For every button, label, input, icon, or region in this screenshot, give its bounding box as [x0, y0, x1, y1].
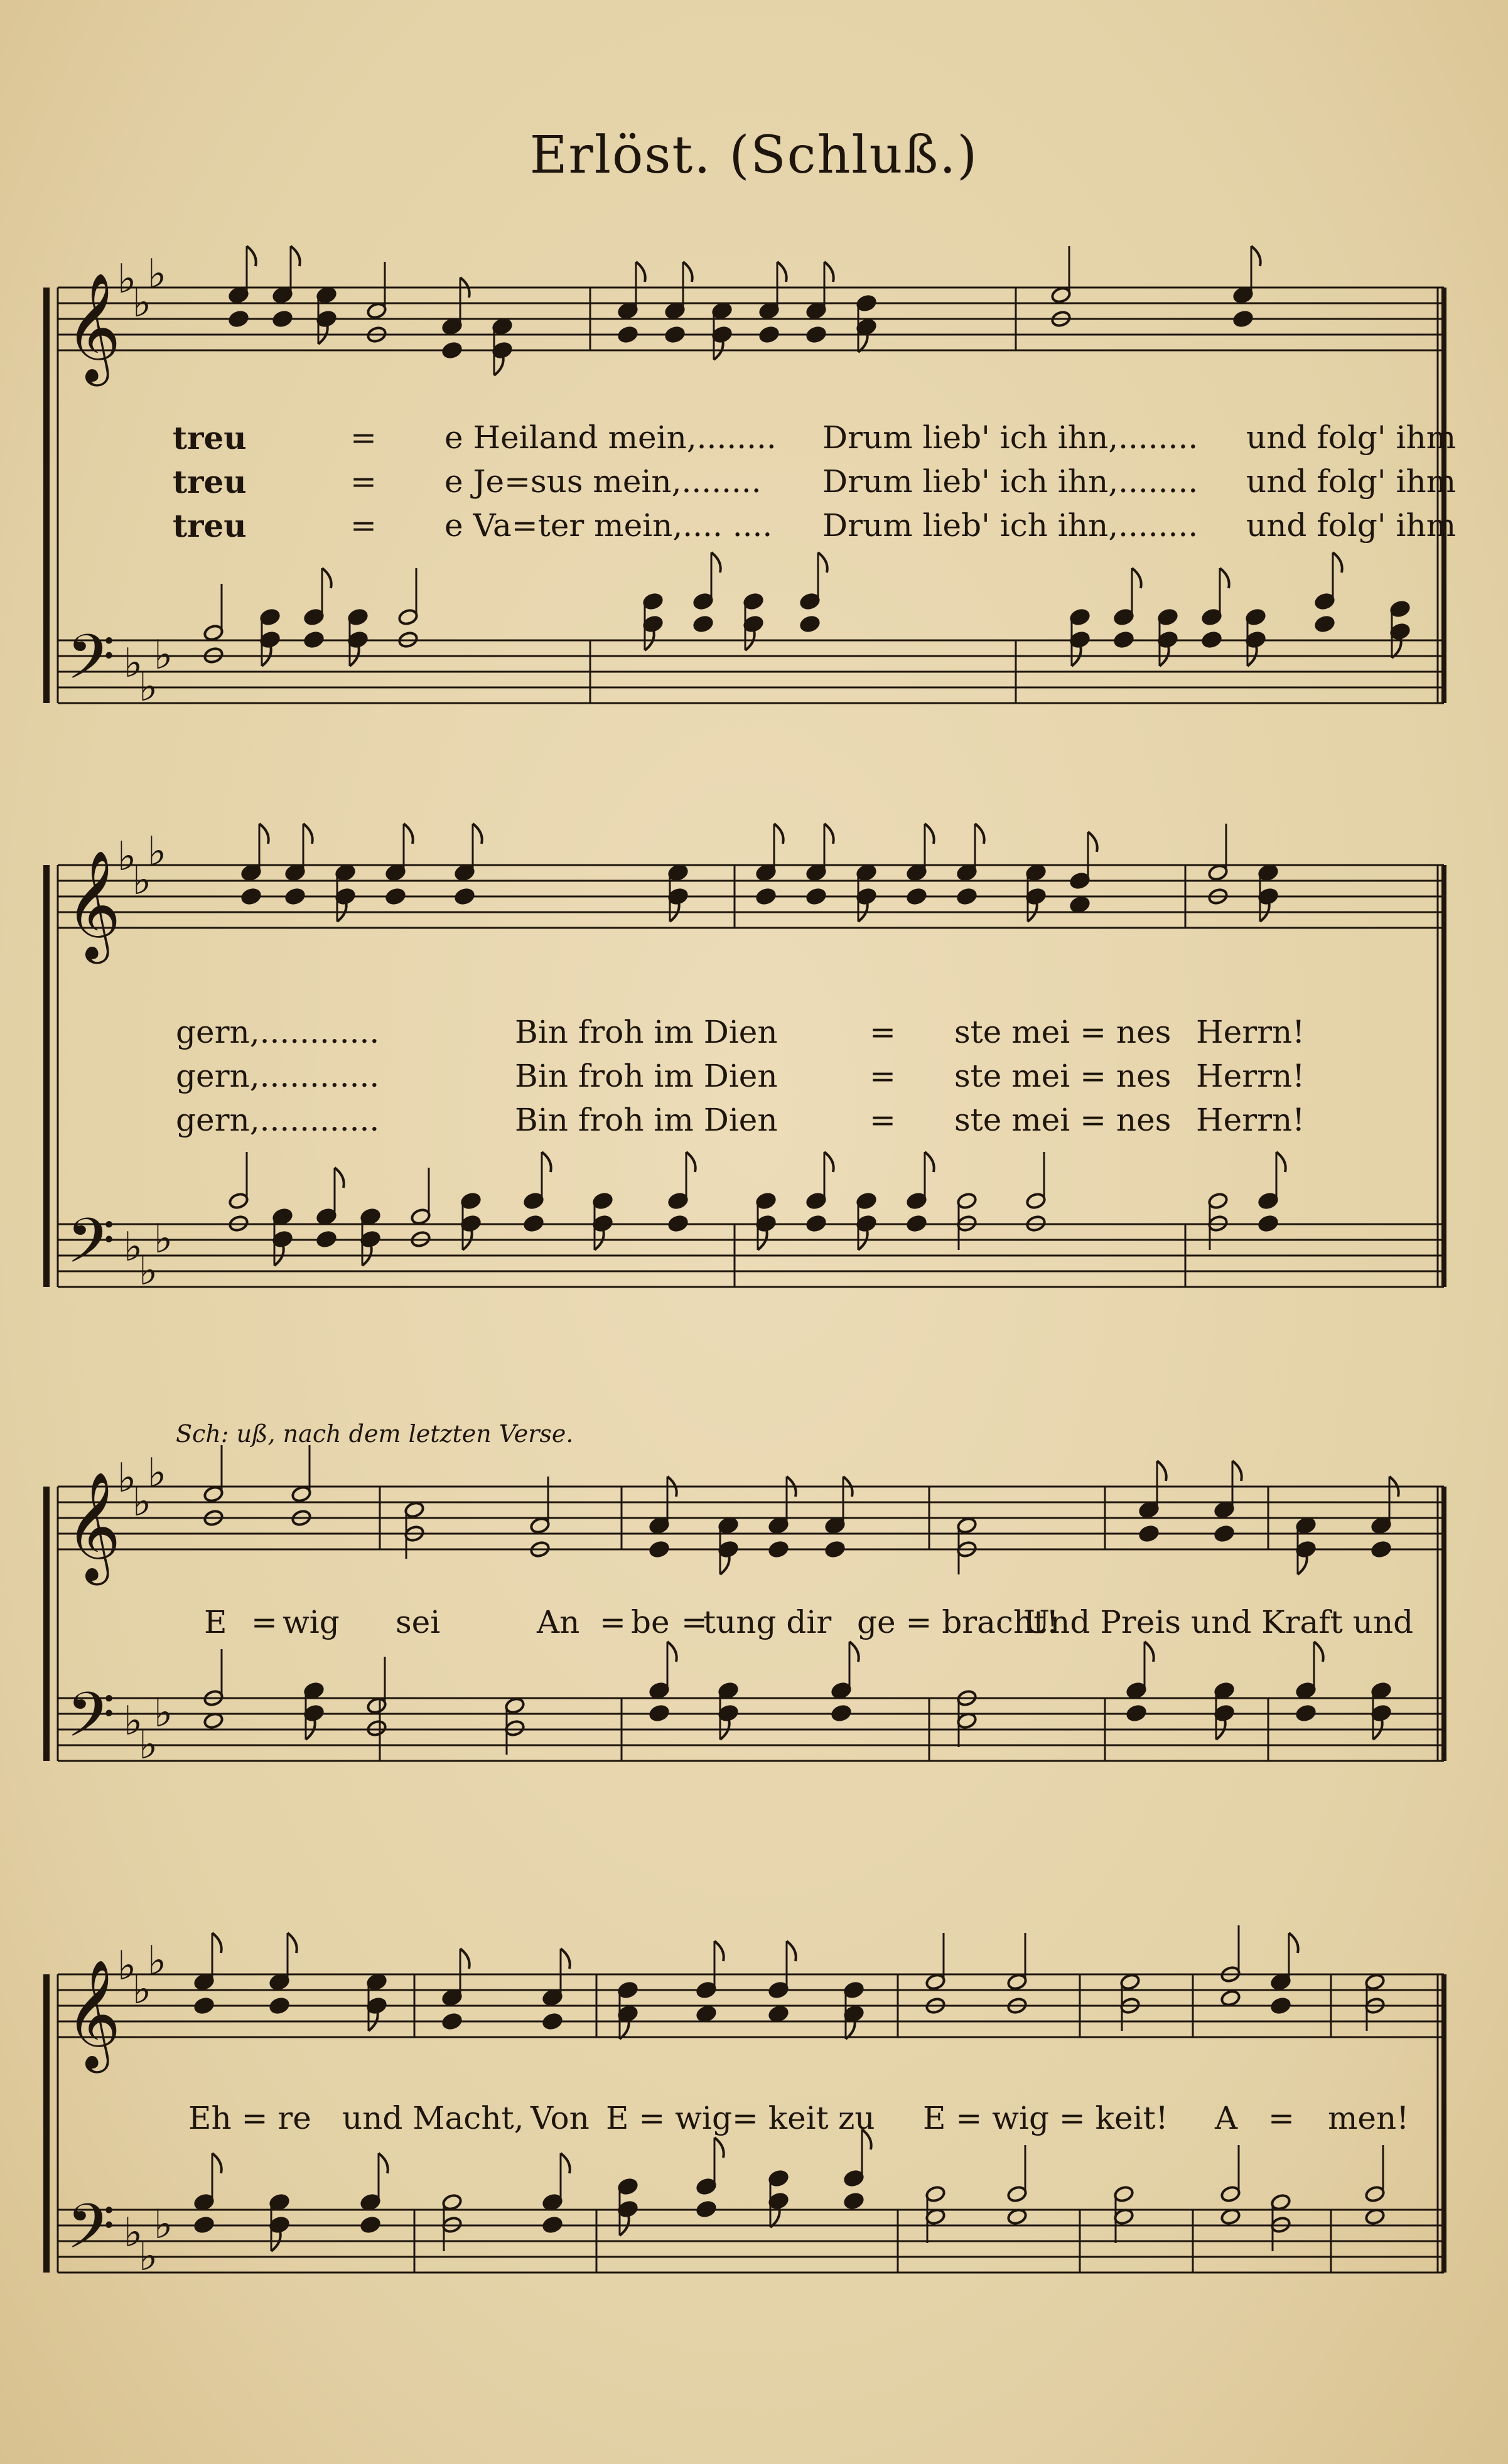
lyric: Eh = re	[188, 2100, 311, 2136]
note-flag	[711, 552, 721, 573]
note-head	[664, 326, 685, 343]
note-flag	[686, 1152, 696, 1172]
note-head	[1314, 615, 1335, 633]
flat-sign: ♭	[148, 251, 167, 298]
flat-sign: ♭	[154, 2202, 173, 2248]
bass-clef: 𝄢	[67, 1679, 116, 1767]
note-flag	[1132, 568, 1141, 588]
note-flag	[494, 355, 504, 375]
lyric: e Va=ter mein,.... ....	[444, 507, 773, 544]
note-flag	[322, 568, 331, 588]
note-head	[696, 2005, 716, 2023]
lyric: =	[600, 1604, 626, 1640]
flat-sign: ♭	[139, 2234, 158, 2280]
note-head	[1069, 896, 1090, 913]
flat-sign: ♭	[154, 1216, 173, 1262]
note-head	[649, 1541, 669, 1558]
note-head	[272, 310, 293, 328]
note-head	[441, 342, 462, 359]
note-flag	[824, 1152, 834, 1172]
lyric: treu	[173, 463, 247, 500]
note-head	[284, 888, 305, 905]
note-flag	[247, 246, 256, 266]
lyric: ste mei = nes	[954, 1014, 1171, 1050]
lyric: Bin froh im Dien	[515, 1058, 778, 1094]
lyric: =	[870, 1014, 896, 1050]
flat-sign: ♭	[139, 1722, 158, 1768]
flat-sign: ♭	[132, 280, 152, 326]
note-flag	[714, 1941, 724, 1961]
lyric: ge = bracht!	[857, 1604, 1059, 1640]
note-head	[755, 888, 776, 905]
lyric: An	[537, 1604, 580, 1640]
lyric: E = wig= keit	[606, 2100, 829, 2136]
note-head	[303, 631, 324, 648]
flat-sign: ♭	[139, 1248, 158, 1294]
flat-sign: ♭	[124, 2210, 143, 2256]
note-head	[831, 1704, 851, 1722]
note-head	[617, 326, 638, 343]
note-flag	[925, 1152, 934, 1172]
bass-clef: 𝄢	[67, 2191, 116, 2278]
note-head	[1295, 1704, 1316, 1722]
treble-clef: 𝄞	[65, 850, 121, 959]
note-flag	[259, 824, 269, 844]
lyric: =	[870, 1058, 896, 1094]
lyric: sei	[396, 1604, 441, 1640]
treble-clef: 𝄞	[65, 1959, 121, 2069]
lyric: und folg' ihm	[1246, 507, 1457, 544]
flat-sign: ♭	[139, 664, 158, 711]
lyric: Drum lieb' ich ihn,........	[822, 419, 1198, 456]
note-flag	[720, 1554, 730, 1574]
flat-sign: ♭	[117, 256, 137, 303]
note-flag	[404, 824, 413, 844]
note-head	[240, 888, 261, 905]
note-flag	[667, 1642, 677, 1662]
note-head	[799, 615, 820, 633]
lyric: Von	[530, 2100, 590, 2136]
lyric: E	[204, 1604, 227, 1640]
lyric: und folg' ihm	[1246, 419, 1457, 456]
lyric: E = wig = keit!	[923, 2100, 1168, 2136]
note-flag	[777, 262, 787, 282]
lyric: =	[1268, 2100, 1295, 2136]
page-title: Erlöst. (Schluß.)	[529, 126, 979, 185]
treble-clef: 𝄞	[65, 1471, 121, 1581]
note-head	[193, 2216, 214, 2234]
note-head	[542, 2216, 563, 2234]
note-flag	[1232, 1461, 1242, 1481]
lyric: gern,............	[176, 1102, 380, 1138]
lyric: wig	[283, 1604, 340, 1640]
lyric: =	[350, 419, 377, 456]
lyric: tung dir	[703, 1604, 832, 1640]
flat-sign: ♭	[124, 640, 143, 687]
note-flag	[473, 824, 482, 844]
note-flag	[335, 1168, 344, 1188]
lyric: ste mei = nes	[954, 1102, 1171, 1138]
lyric: =	[870, 1102, 896, 1138]
note-head	[843, 2192, 864, 2210]
bass-clef: 𝄢	[67, 1205, 116, 1293]
flat-sign: ♭	[148, 1938, 167, 1984]
note-flag	[824, 262, 834, 282]
note-flag	[460, 1949, 470, 1969]
note-head	[385, 888, 406, 905]
note-flag	[636, 262, 645, 282]
flat-sign: ♭	[132, 858, 152, 904]
note-flag	[1144, 1642, 1154, 1662]
note-flag	[1314, 1642, 1323, 1662]
performance-note: Sch: uß, nach dem letzten Verse.	[176, 1420, 574, 1448]
note-flag	[787, 1941, 796, 1961]
note-head	[667, 1215, 688, 1232]
note-head	[758, 326, 779, 343]
note-flag	[714, 2138, 724, 2158]
treble-clef: 𝄞	[65, 272, 121, 382]
note-flag	[925, 824, 934, 844]
lyric: ste mei = nes	[954, 1058, 1171, 1094]
lyric: gern,............	[176, 1058, 380, 1094]
note-head	[768, 2005, 789, 2023]
note-flag	[379, 2153, 388, 2173]
note-head	[1371, 1541, 1391, 1558]
flat-sign: ♭	[124, 1224, 143, 1271]
note-flag	[683, 262, 692, 282]
note-head	[360, 2216, 380, 2234]
lyric: =	[350, 507, 377, 544]
note-head	[696, 2200, 716, 2218]
note-head	[1214, 1525, 1234, 1542]
note-flag	[824, 824, 834, 844]
note-head	[269, 1997, 289, 2015]
lyric: und Macht,	[342, 2100, 524, 2136]
note-head	[1270, 1997, 1291, 2015]
lyric: Drum lieb' ich ihn,........	[822, 463, 1198, 500]
note-head	[649, 1704, 669, 1722]
lyric: Herrn!	[1196, 1058, 1305, 1094]
flat-sign: ♭	[132, 1479, 152, 1525]
note-flag	[1220, 568, 1229, 588]
flat-sign: ♭	[124, 1698, 143, 1745]
flat-sign: ♭	[148, 829, 167, 875]
note-flag	[212, 1933, 222, 1953]
flat-sign: ♭	[117, 1943, 137, 1989]
lyric: Herrn!	[1196, 1014, 1305, 1050]
note-head	[956, 888, 977, 905]
lyric: zu	[838, 2100, 875, 2136]
lyric: Bin froh im Dien	[515, 1102, 778, 1138]
flat-sign: ♭	[148, 1450, 167, 1497]
lyric: e Je=sus mein,........	[444, 463, 762, 500]
note-head	[1232, 310, 1253, 328]
note-head	[523, 1215, 544, 1232]
note-flag	[212, 2153, 222, 2173]
note-head	[441, 2013, 462, 2030]
note-head	[906, 888, 927, 905]
note-flag	[1088, 832, 1097, 852]
note-flag	[561, 2153, 570, 2173]
flat-sign: ♭	[154, 632, 173, 679]
note-head	[193, 1997, 214, 2015]
lyric: A	[1215, 2100, 1238, 2136]
flat-sign: ♭	[117, 834, 137, 880]
lyric: Und Preis und Kraft und	[1023, 1604, 1414, 1640]
note-flag	[1157, 1461, 1166, 1481]
flat-sign: ♭	[154, 1690, 173, 1736]
note-head	[805, 1215, 826, 1232]
lyric: men!	[1328, 2100, 1409, 2136]
lyric: treu	[173, 507, 247, 544]
lyric: Bin froh im Dien	[515, 1014, 778, 1050]
lyric: und folg' ihm	[1246, 463, 1457, 500]
note-head	[692, 615, 713, 633]
note-head	[906, 1215, 927, 1232]
lyric: be	[631, 1604, 670, 1640]
lyric: Herrn!	[1196, 1102, 1305, 1138]
note-head	[1201, 631, 1222, 648]
note-head	[768, 1541, 789, 1558]
note-flag	[303, 824, 313, 844]
note-flag	[1276, 1152, 1286, 1172]
note-head	[366, 1719, 387, 1737]
note-flag	[288, 1933, 297, 1953]
note-head	[1126, 1704, 1146, 1722]
lyric: treu	[173, 419, 247, 456]
flat-sign: ♭	[132, 1967, 152, 2013]
note-flag	[818, 552, 827, 573]
note-flag	[561, 1949, 570, 1969]
lyric: =	[350, 463, 377, 500]
note-head	[805, 326, 826, 343]
bass-clef: 𝄢	[67, 621, 116, 709]
note-head	[805, 888, 826, 905]
note-flag	[1289, 1933, 1298, 1953]
note-head	[1220, 1989, 1241, 2007]
note-flag	[291, 246, 300, 266]
lyric: Drum lieb' ich ihn,........	[822, 507, 1198, 544]
lyric: e Heiland mein,........	[444, 419, 777, 456]
note-head	[824, 1541, 845, 1558]
note-head	[1258, 1215, 1278, 1232]
note-head	[1113, 631, 1134, 648]
lyric: gern,............	[176, 1014, 380, 1050]
flat-sign: ♭	[117, 1455, 137, 1502]
note-head	[1138, 1525, 1159, 1542]
lyric: =	[251, 1604, 277, 1640]
lyric: =	[681, 1604, 708, 1640]
note-flag	[1251, 246, 1261, 266]
note-flag	[1333, 552, 1342, 573]
note-head	[316, 1230, 337, 1248]
note-flag	[774, 824, 784, 844]
note-flag	[542, 1152, 551, 1172]
note-head	[454, 888, 475, 905]
note-flag	[849, 1642, 859, 1662]
note-flag	[975, 824, 984, 844]
note-flag	[1298, 1554, 1307, 1574]
note-head	[228, 310, 249, 328]
note-head	[542, 2013, 563, 2030]
